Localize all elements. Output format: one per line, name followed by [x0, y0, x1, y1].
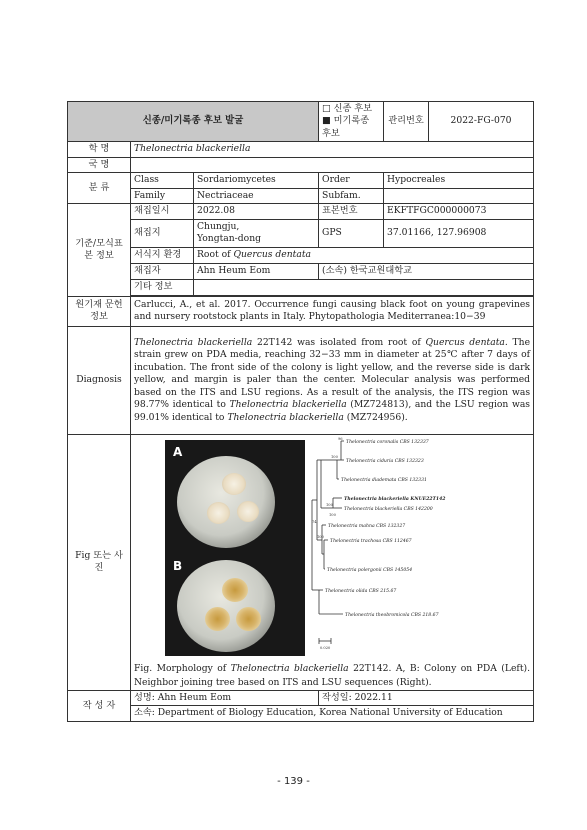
tree-taxon-6: Thelonectria mahna CBS 132327 — [328, 523, 406, 529]
family-value: Nectriaceae — [194, 188, 319, 203]
petri-dish-front — [177, 456, 275, 548]
korean-name-label: 국 명 — [68, 157, 131, 172]
specimen-number-label: 표본번호 — [319, 203, 384, 219]
site-line-1: Chungju, — [197, 221, 240, 233]
figure-area — [134, 435, 530, 690]
colony-front-3 — [237, 501, 259, 522]
collection-date-label: 채집일시 — [131, 203, 194, 219]
tree-taxon-10: Thelonectria theobromicola CBS 218.67 — [345, 612, 439, 618]
tree-taxon-2: Thelonectria ciduria CBS 132323 — [346, 458, 424, 464]
figure-cell — [131, 434, 534, 690]
figure-caption — [134, 662, 530, 690]
option-new-species: □ 신종 후보 — [322, 103, 373, 114]
caption-prefix: Fig. Morphology of — [134, 663, 231, 675]
site-line-2: Yongtan-dong — [197, 233, 261, 245]
original-literature-label: 원기재 문헌정보 — [68, 296, 131, 326]
collector-value: Ahn Heum Eom — [194, 263, 319, 279]
author-date: 작성일: 2022.11 — [319, 690, 534, 705]
author-name: 성명: Ahn Heum Eom — [131, 690, 319, 705]
panel-label-a: A — [173, 444, 183, 459]
habitat-host: Quercus dentata — [233, 249, 312, 261]
habitat-prefix: Root of — [197, 249, 234, 261]
other-info-value — [194, 279, 534, 295]
bootstrap-3: 100 — [326, 502, 333, 507]
option-unrecorded-species: ■ 미기록종 후보 — [322, 115, 370, 139]
bootstrap-5: 100 — [317, 534, 324, 539]
specimen-number-value: EKFTFGC000000073 — [384, 203, 534, 219]
mgmt-number-value: 2022-FG-070 — [429, 102, 534, 142]
collection-date-value: 2022.08 — [194, 203, 319, 219]
diagnosis-label: Diagnosis — [68, 326, 131, 434]
diagnosis-species-2: Thelonectria blackeriella — [229, 399, 347, 411]
fungi-report-form — [67, 101, 534, 722]
gps-value: 37.01166, 127.96908 — [384, 219, 534, 247]
diagnosis-text — [131, 326, 534, 434]
colony-reverse-1 — [222, 578, 248, 602]
form-title: 신종/미기록종 후보 발굴 — [68, 102, 319, 142]
candidate-options — [319, 102, 384, 142]
collection-site-value — [194, 219, 319, 247]
diagnosis-host: Quercus dentata. — [425, 336, 508, 348]
collector-affiliation: (소속) 한국교원대학교 — [319, 263, 534, 279]
korean-name-value — [131, 157, 534, 172]
colony-front-1 — [222, 473, 246, 495]
bootstrap-4: 74 — [312, 519, 317, 524]
scale-label: 0.020 — [320, 645, 331, 650]
petri-dish-reverse — [177, 560, 275, 652]
collector-label: 채집자 — [131, 263, 194, 279]
diagnosis-text-2: The strain grew on PDA media, reaching 32−33 mm in diameter at 25℃ after 7 days of incubation. The front side of the colony is light yellow, and the reverse side is dark yellow, and margin is paler than the center. Molecular analysis was performed based on the ITS and LSU regions. As a result of the analysis, the ITS region was 98.77% identical to — [134, 336, 531, 411]
diagnosis-species-3: Thelonectria blackeriella — [227, 411, 344, 423]
classification-label: 분 류 — [68, 173, 131, 204]
diagnosis-species: Thelonectria blackeriella — [134, 336, 253, 348]
phylogenetic-tree — [309, 437, 534, 652]
tree-taxon-4: Thelonectria blackeriella KNUE22T142 — [344, 496, 446, 502]
original-literature-value: Carlucci, A., et al. 2017. Occurrence fungi causing black foot on young grapevines and nursery rootstock plants in Italy. Phytopathologia Mediterranea:10−39 — [131, 296, 534, 326]
colony-reverse-3 — [236, 607, 261, 631]
class-label: Class — [131, 173, 194, 188]
other-info-label: 기타 정보 — [131, 279, 194, 295]
gps-label: GPS — [319, 219, 384, 247]
bootstrap-6: 100 — [329, 512, 336, 517]
subfam-value — [384, 188, 534, 203]
author-affiliation: 소속: Department of Biology Education, Korea National University of Education — [131, 706, 534, 721]
page-number: - 139 - — [277, 776, 310, 787]
caption-species: Thelonectria blackeriella — [230, 663, 349, 675]
figure-label: Fig 또는 사진 — [68, 434, 131, 690]
scientific-name-label: 학 명 — [68, 142, 131, 157]
tree-taxon-1: Thelonectria coronalis CBS 132337 — [346, 439, 429, 445]
diagnosis-text-3: (MZ724813), and the LSU region was 99.01% identical to — [134, 399, 531, 423]
family-label: Family — [131, 188, 194, 203]
bootstrap-2: 100 — [331, 454, 338, 459]
mgmt-number-label: 관리번호 — [384, 102, 429, 142]
habitat-value — [194, 247, 534, 263]
class-value: Sordariomycetes — [194, 173, 319, 188]
panel-label-b: B — [173, 558, 183, 573]
caption-rest: 22T142. A, B: Colony on PDA (Left). Neighbor joining tree based on ITS and LSU sequences (Right). — [134, 663, 531, 688]
diagnosis-text-4: (MZ724956). — [343, 411, 408, 423]
tree-taxon-7: Thelonectria trachosa CBS 112467 — [330, 538, 412, 544]
bootstrap-1: 96 — [338, 436, 343, 441]
colony-front-2 — [207, 502, 230, 524]
subfam-label: Subfam. — [319, 188, 384, 203]
author-label: 작 성 자 — [68, 690, 131, 721]
tree-taxon-9: Thelonectria olida CBS 215.67 — [325, 588, 397, 594]
order-label: Order — [319, 173, 384, 188]
habitat-label: 서식지 환경 — [131, 247, 194, 263]
order-value: Hypocreales — [384, 173, 534, 188]
collection-site-label: 채집지 — [131, 219, 194, 247]
specimen-info-label: 기준/모식표본 정보 — [68, 203, 131, 296]
colony-reverse-2 — [205, 607, 230, 631]
scientific-name-value: Thelonectria blackeriella — [131, 142, 534, 157]
tree-taxon-3: Thelonectria diademata CBS 132331 — [341, 477, 427, 483]
tree-taxon-8: Thelonectria polergonii CBS 145054 — [327, 567, 413, 573]
colony-photo — [165, 440, 305, 656]
tree-taxon-5: Thelonectria blackeriella CBS 142200 — [344, 506, 433, 512]
diagnosis-text-1: 22T142 was isolated from root of — [252, 336, 426, 348]
